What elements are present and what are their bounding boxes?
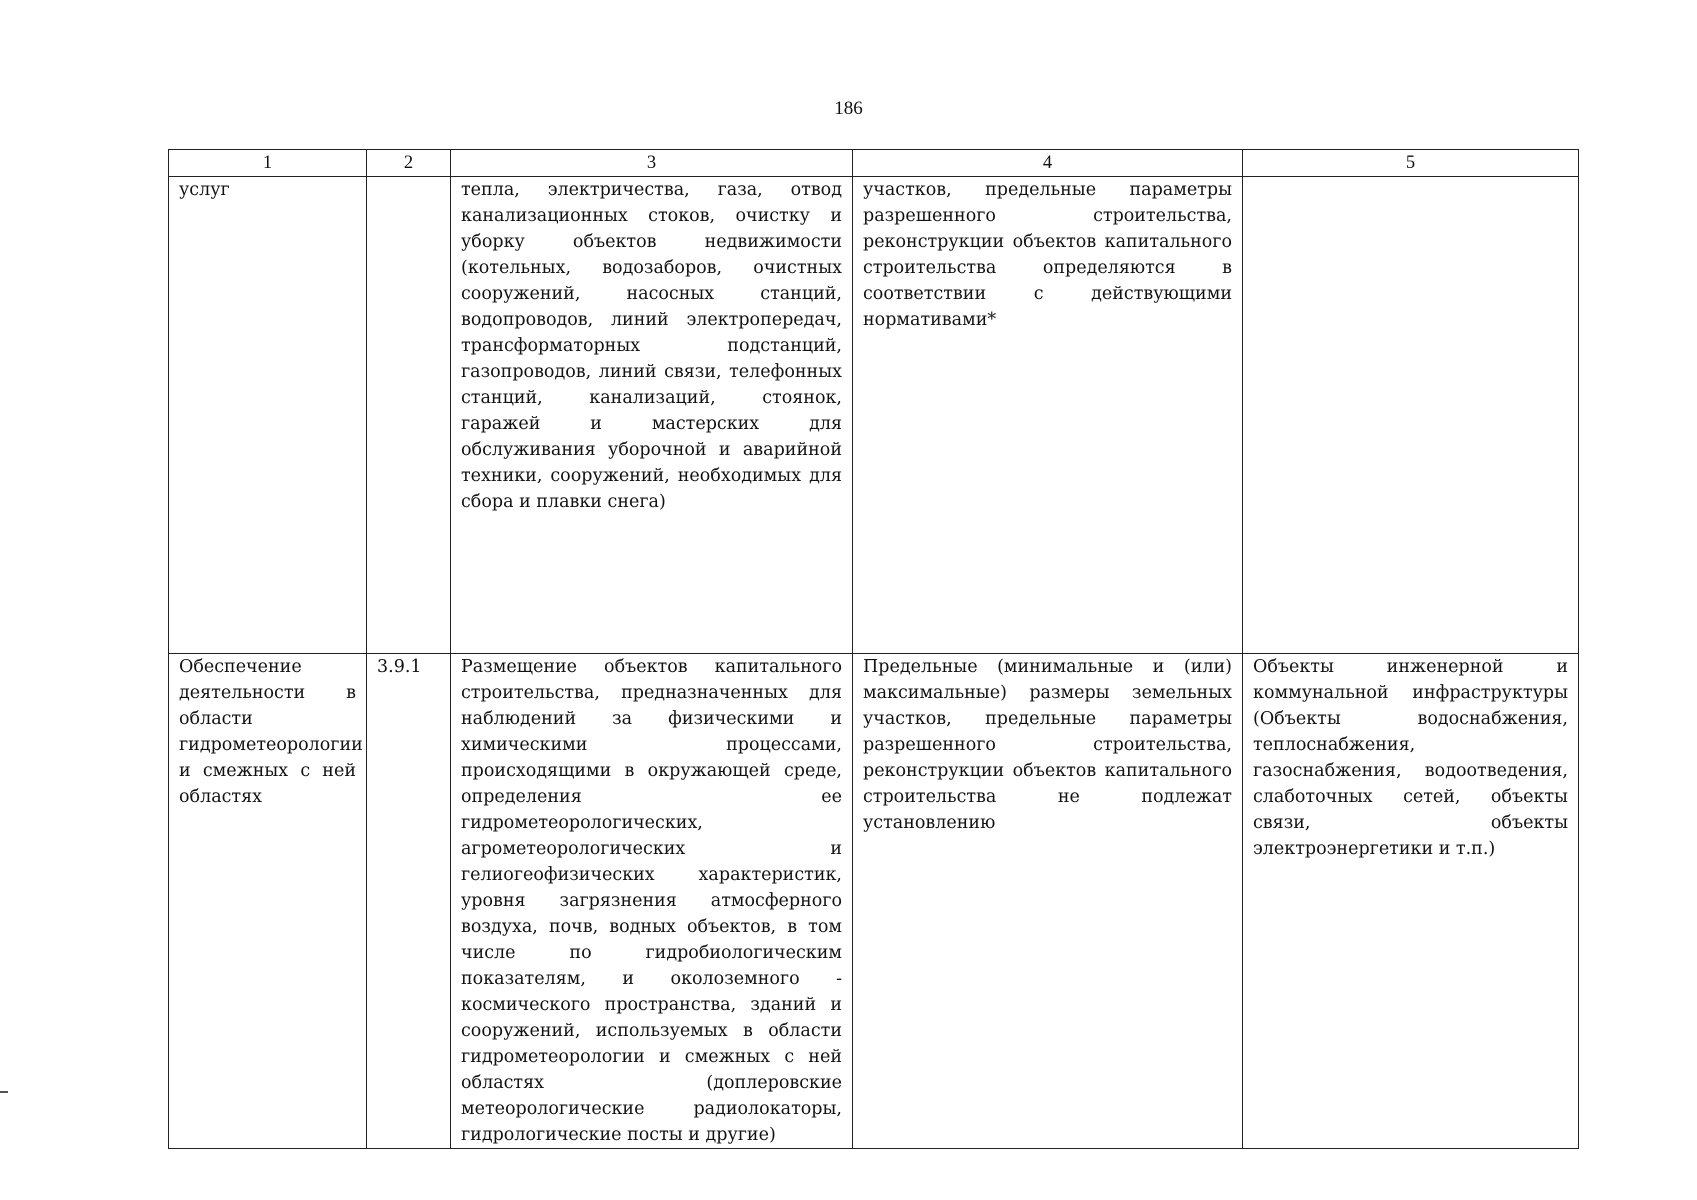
- use-name-cell: Обеспечение деятельности в области гидрометеорологии и смежных с ней областях: [169, 654, 367, 1149]
- column-header-1: 1: [169, 150, 367, 177]
- parameters-cell: участков, предельные параметры разрешенного строительства, реконструкции объектов капитального строительства определяются в соответствии с действующими нормативами*: [853, 177, 1243, 654]
- objects-cell: Объекты инженерной и коммунальной инфраструктуры (Объекты водоснабжения, теплоснабжения, газоснабжения, водоотведения, слаботочных сетей, объекты связи, объекты электроэнергетики и т.п.): [1243, 654, 1579, 1149]
- parameters-cell: Предельные (минимальные и (или) максимальные) размеры земельных участков, предельные параметры разрешенного строительства, реконструкции объектов капитального строительства не подлежат установлению: [853, 654, 1243, 1149]
- use-code-cell: [367, 177, 451, 654]
- table-row: [169, 654, 1579, 1149]
- objects-cell: [1243, 177, 1579, 654]
- table-header-row: [169, 150, 1579, 177]
- use-name-cell: услуг: [169, 177, 367, 654]
- column-header-2: 2: [367, 150, 451, 177]
- land-use-table: [168, 149, 1579, 1149]
- use-description-cell: тепла, электричества, газа, отвод канализационных стоков, очистку и уборку объектов недвижимости (котельных, водозаборов, очистных сооружений, насосных станций, водопроводов, линий электропередач, трансформаторных подстанций, газопроводов, линий связи, телефонных станций, канализаций, стоянок, гаражей и мастерских для обслуживания уборочной и аварийной техники, сооружений, необходимых для сбора и плавки снега): [451, 177, 853, 654]
- column-header-3: 3: [451, 150, 853, 177]
- table-row: [169, 177, 1579, 654]
- page-number: 186: [834, 98, 863, 119]
- column-header-5: 5: [1243, 150, 1579, 177]
- margin-mark: [0, 1091, 8, 1093]
- use-code-cell: 3.9.1: [367, 654, 451, 1149]
- use-description-cell: Размещение объектов капитального строительства, предназначенных для наблюдений за физическими и химическими процессами, происходящими в окружающей среде, определения ее гидрометеорологических, агрометеорологических и гелиогеофизических характеристик, уровня загрязнения атмосферного воздуха, почв, водных объектов, в том числе по гидробиологическим показателям, и околоземного - космического пространства, зданий и сооружений, используемых в области гидрометеорологии и смежных с ней областях (доплеровские метеорологические радиолокаторы, гидрологические посты и другие): [451, 654, 853, 1149]
- column-header-4: 4: [853, 150, 1243, 177]
